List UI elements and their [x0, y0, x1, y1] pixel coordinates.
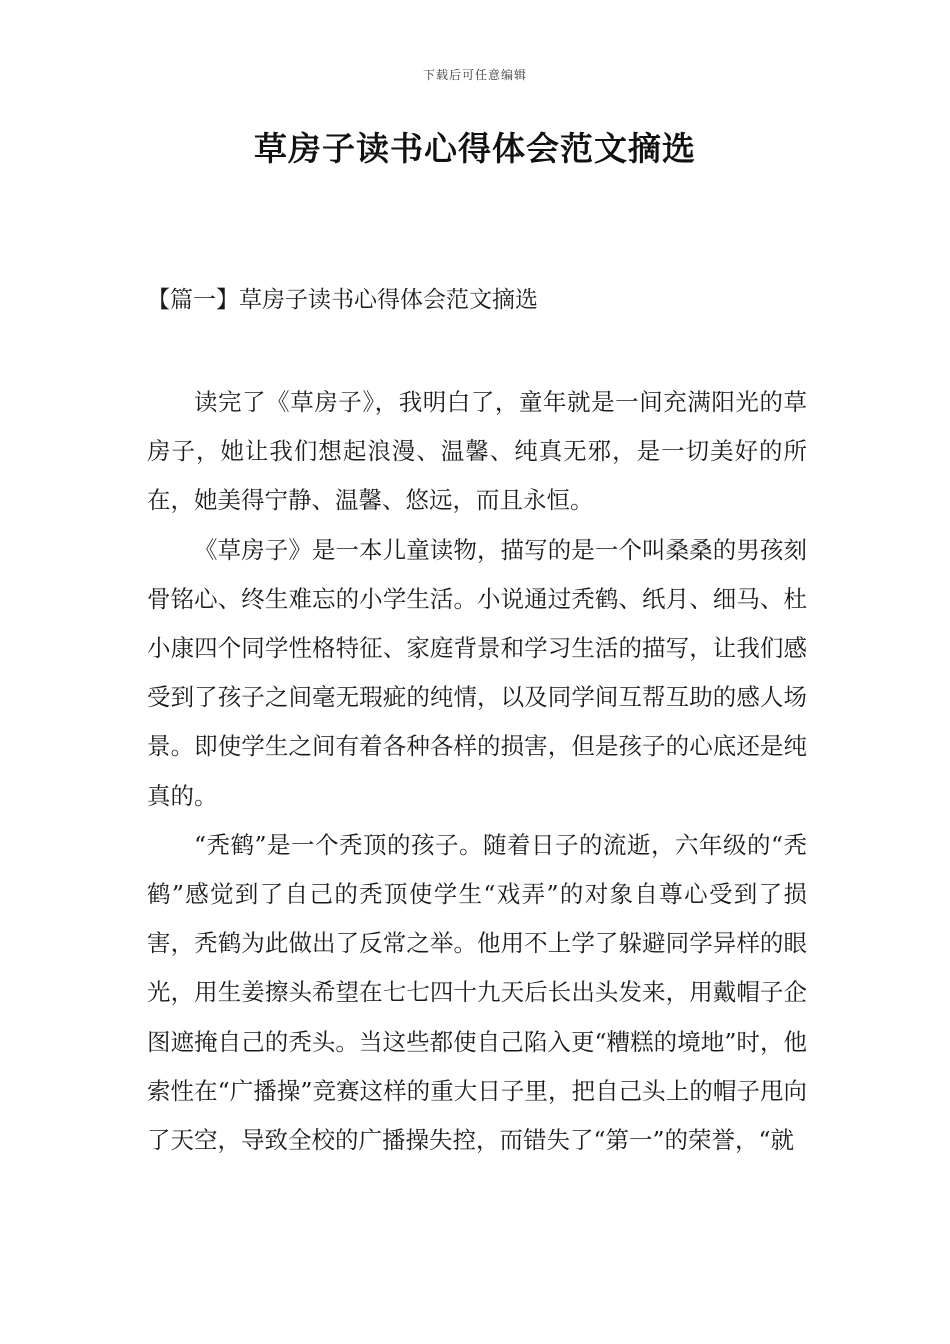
- header-note: 下载后可任意编辑: [422, 68, 527, 82]
- paragraph-2: 《草房子》是一本儿童读物，描写的是一个叫桑桑的男孩刻骨铭心、终生难忘的小学生活。小说通过秃鹤、纸月、细马、杜小康四个同学性格特征、家庭背景和学习生活的描写，让我们感受到了孩子之间毫无瑕疵的纯情，以及同学间互帮互助的感人场景。即使学生之间有着各种各样的损害，但是孩子的心底还是纯真的。: [147, 535, 807, 810]
- body-text: [147, 378, 807, 1165]
- paragraph-1: 读完了《草房子》，我明白了，童年就是一间充满阳光的草房子，她让我们想起浪漫、温馨、纯真无邪，是一切美好的所在，她美得宁静、温馨、悠远，而且永恒。: [147, 388, 807, 515]
- paragraph-3: “秃鹤”是一个秃顶的孩子。随着日子的流逝，六年级的“秃鹤”感觉到了自己的秃顶使学生“戏弄”的对象自尊心受到了损害，秃鹤为此做出了反常之举。他用不上学了躲避同学异样的眼光，用生姜擦头希望在七七四十九天后长出头发来，用戴帽子企图遮掩自己的秃头。当这些都使自己陷入更“糟糕的境地”时，他索性在“广播操”竞赛这样的重大日子里，把自己头上的帽子甩向了天空，导致全校的广播操失控，而错失了“第一”的荣誉，“就: [147, 830, 807, 1155]
- section-heading: 【篇一】草房子读书心得体会范文摘选: [147, 287, 538, 313]
- document-title: 草房子读书心得体会范文摘选: [254, 129, 696, 168]
